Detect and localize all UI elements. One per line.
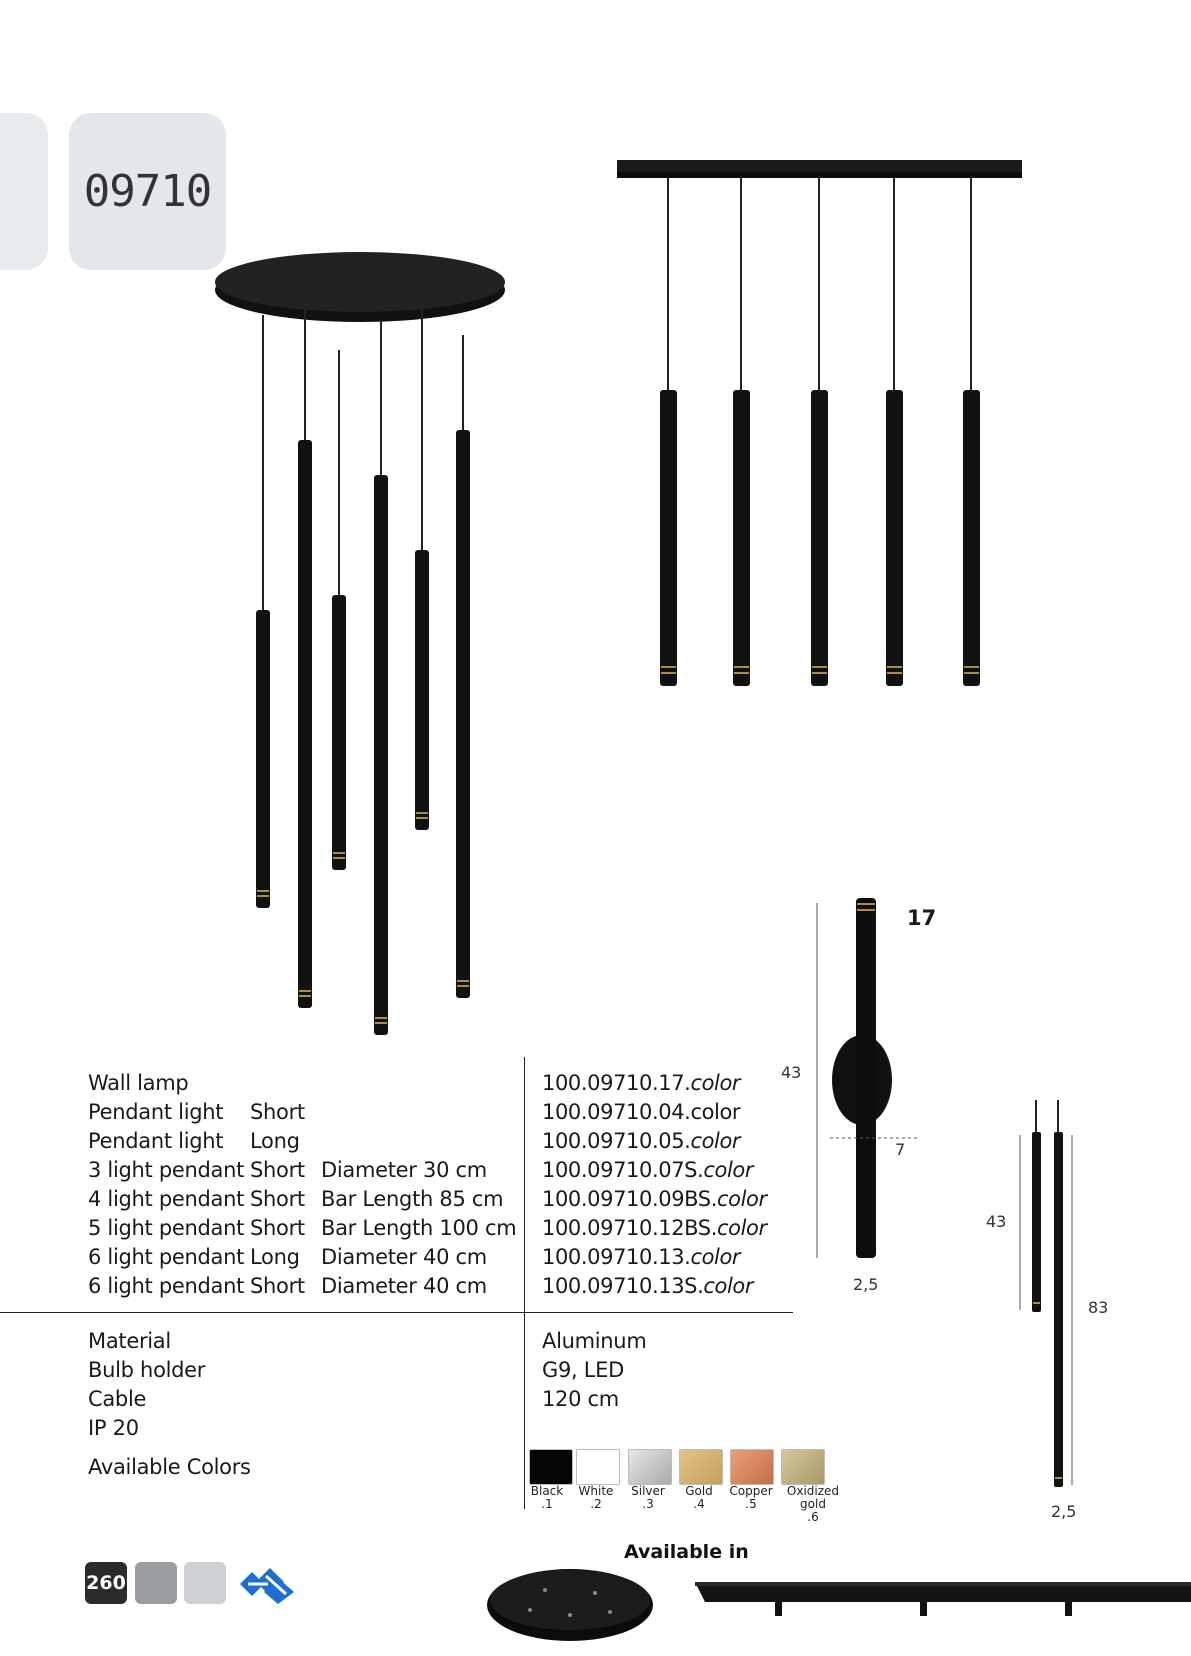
variant-code: 100.09710.13.color (542, 1245, 741, 1269)
variant-name: 3 light pendant (88, 1158, 245, 1182)
wall-lamp-code-label: 17 (907, 906, 937, 930)
swatch-silver (628, 1449, 672, 1485)
variant-code: 100.09710.17.color (542, 1071, 741, 1095)
spec-label: IP 20 (88, 1416, 139, 1440)
swatch-white (576, 1449, 620, 1485)
swatch-label: Oxidized gold .6 (786, 1484, 840, 1524)
variant-name: 4 light pendant (88, 1187, 245, 1211)
spec-label: Bulb holder (88, 1358, 206, 1382)
pendant-dimension-image (1015, 1100, 1075, 1500)
page-number-box (85, 1562, 127, 1604)
variant-name: 6 light pendant (88, 1245, 245, 1269)
spec-value: G9, LED (542, 1358, 625, 1382)
pendant-short-height: 43 (986, 1212, 1007, 1231)
variant-name: Pendant light (88, 1129, 224, 1153)
footer-accent-light (184, 1562, 226, 1604)
variant-name: 6 light pendant (88, 1274, 245, 1298)
spec-value: 120 cm (542, 1387, 619, 1411)
variant-code: 100.09710.12BS.color (542, 1216, 767, 1240)
variant-length: Short (250, 1100, 305, 1124)
variant-length: Short (250, 1216, 305, 1240)
table-divider-vertical (524, 1057, 525, 1509)
wall-lamp-height: 43 (781, 1063, 802, 1082)
spec-label: Cable (88, 1387, 147, 1411)
swatch-label: White .2 (578, 1484, 614, 1511)
variant-code: 100.09710.04.color (542, 1100, 741, 1124)
variant-length: Short (250, 1187, 305, 1211)
available-in-label: Available in (624, 1541, 749, 1563)
pendant-long-height: 83 (1088, 1298, 1109, 1317)
swatch-label: Silver .3 (631, 1484, 665, 1511)
variant-code: 100.09710.13S.color (542, 1274, 754, 1298)
swatch-gold (679, 1449, 723, 1485)
variant-size: Diameter 40 cm (321, 1245, 487, 1269)
variant-code: 100.09710.09BS.color (542, 1187, 767, 1211)
colors-label: Available Colors (88, 1455, 251, 1479)
swatch-label: Gold .4 (685, 1484, 713, 1511)
variant-length: Long (250, 1129, 300, 1153)
swatch-copper (730, 1449, 774, 1485)
product-code-tab (69, 113, 226, 270)
footer-accent-mid (135, 1562, 177, 1604)
variant-size: Diameter 40 cm (321, 1274, 487, 1298)
swatch-black (529, 1449, 573, 1485)
brand-logo-icon (238, 1564, 298, 1606)
spec-label: Material (88, 1329, 171, 1353)
variant-name: Pendant light (88, 1100, 224, 1124)
variant-size: Bar Length 85 cm (321, 1187, 504, 1211)
variant-code: 100.09710.07S.color (542, 1158, 754, 1182)
variant-name: 5 light pendant (88, 1216, 245, 1240)
product-code: 09710 (83, 166, 212, 217)
variant-code: 100.09710.05.color (542, 1129, 741, 1153)
page-number: 260 (86, 1572, 126, 1594)
bar-canopy-image (695, 1580, 1191, 1640)
round-canopy-image (485, 1565, 655, 1645)
variant-length: Short (250, 1274, 305, 1298)
wall-lamp-diameter: 2,5 (853, 1275, 879, 1294)
variant-name: Wall lamp (88, 1071, 189, 1095)
table-divider-horizontal (0, 1312, 793, 1313)
wall-lamp-image (810, 895, 950, 1260)
swatch-oxidized-gold (781, 1449, 825, 1485)
swatch-label: Black .1 (530, 1484, 564, 1511)
variant-size: Diameter 30 cm (321, 1158, 487, 1182)
variant-size: Bar Length 100 cm (321, 1216, 517, 1240)
round-pendant-image (205, 240, 515, 1080)
variant-length: Short (250, 1158, 305, 1182)
pendant-diameter: 2,5 (1051, 1502, 1077, 1521)
wall-lamp-depth: 7 (895, 1140, 906, 1159)
swatch-label: Copper .5 (729, 1484, 773, 1511)
variant-length: Long (250, 1245, 300, 1269)
bar-pendant-image (615, 158, 1027, 693)
header-tab-decoration (0, 113, 48, 270)
spec-value: Aluminum (542, 1329, 647, 1353)
